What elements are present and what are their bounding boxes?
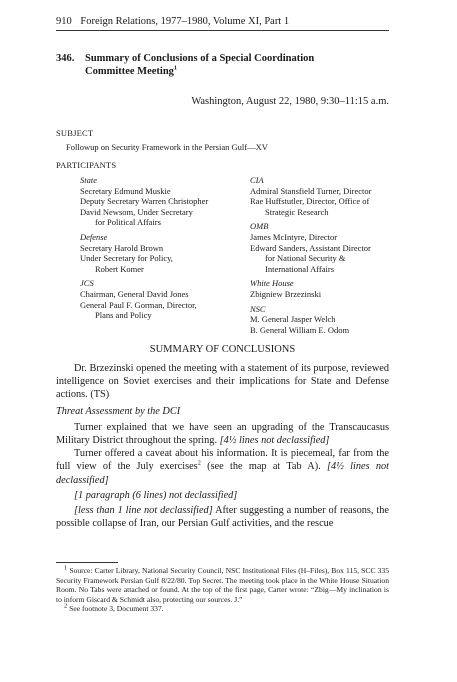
participant-group-omb (250, 221, 400, 274)
running-head (56, 16, 389, 31)
participant-group-nsc (250, 304, 400, 336)
document-number: 346. (56, 53, 75, 64)
footnotes (56, 566, 389, 614)
participant-group-cia (250, 175, 400, 217)
participants-left-column (80, 175, 250, 325)
paragraph-text: After suggesting a number of reasons, the possible collapse of Iran, our Persian Gulf activities, and the rescue (56, 505, 389, 530)
page-number: 910 (56, 16, 72, 27)
participant-group-jcs (80, 278, 250, 320)
group-label: White House (250, 278, 294, 289)
participant-name: Zbigniew Brzezinski (250, 288, 322, 299)
participant-name: Secretary Edmund Muskie (80, 185, 171, 196)
redaction-note: [less than 1 line not declassified] (74, 505, 213, 517)
participants-right-column (250, 175, 400, 339)
participants-label: PARTICIPANTS (56, 160, 117, 170)
participant-title: International Affairs (265, 263, 335, 274)
participant-name: Rae Huffstutler, Director, Office of (250, 196, 370, 207)
participant-name: General Paul F. Gorman, Director, (80, 299, 197, 310)
footnote-ref-2[interactable]: 2 (197, 460, 201, 467)
participant-group-white-house (250, 278, 400, 299)
participant-name: Admiral Stansfield Turner, Director (250, 185, 372, 196)
footnote-text: Source: Carter Library, National Security Council, NSC Institutional Files (H–Files), Box 115, SCC 335 Security Framework Persian Gulf 8/22/80. Top Secret. The meeting took place in the White House Situation Room. No Tabs were attached or found. At the top of the first page, Carter wrote: “Zbig—My inclination is to inform Giscard & Schmidt also, protecting our sources. J.” (56, 566, 389, 604)
subject-text: Followup on Security Framework in the Persian Gulf—XV (66, 142, 268, 152)
paragraph (56, 447, 389, 487)
participant-title: Robert Komer (95, 263, 144, 274)
participant-name: James McIntyre, Director (250, 231, 338, 242)
paragraph-text: (see the map at Tab A). (200, 461, 327, 473)
participant-group-state (80, 175, 250, 228)
participant-name: Under Secretary for Policy, (80, 253, 173, 264)
footnote (56, 566, 389, 604)
participant-name: Secretary Harold Brown (80, 242, 164, 253)
participant-title: Plans and Policy (95, 310, 152, 321)
footnote-text: See footnote 3, Document 337. (67, 604, 164, 614)
group-label: State (80, 175, 97, 185)
group-label: Defense (80, 231, 108, 242)
redaction-note: [1 paragraph (6 lines) not declassified] (74, 489, 238, 501)
participant-title: for Political Affairs (95, 217, 161, 228)
participant-name: Edward Sanders, Assistant Director (250, 242, 371, 253)
body-text (56, 362, 389, 530)
paragraph-text: Turner explained that we have seen an upgrading of the Transcaucasus Military District throughout the spring. (56, 421, 389, 447)
subject-label: SUBJECT (56, 128, 94, 138)
footnote-ref-1[interactable]: 1 (173, 64, 178, 72)
participant-name: David Newsom, Under Secretary (80, 206, 193, 217)
footnote (56, 604, 389, 614)
footnote-rule (56, 562, 118, 563)
participant-name: B. General William E. Odom (250, 324, 350, 335)
footnote-number: 1 (64, 564, 68, 572)
participant-group-defense (80, 232, 250, 274)
participant-name: Deputy Secretary Warren Christopher (80, 196, 209, 207)
participant-name: M. General Jasper Welch (250, 314, 336, 325)
document-heading (56, 52, 389, 78)
group-label: NSC (250, 303, 266, 314)
document-title-line1: Summary of Conclusions of a Special Coordination (85, 53, 315, 64)
group-label: OMB (250, 221, 269, 232)
participant-title: Strategic Research (265, 206, 329, 217)
group-label: CIA (250, 175, 264, 185)
participant-name: Chairman, General David Jones (80, 288, 189, 299)
paragraph (56, 504, 389, 530)
group-label: JCS (80, 278, 94, 289)
volume-title: Foreign Relations, 1977–1980, Volume XI, Part 1 (80, 16, 290, 27)
paragraph (56, 421, 389, 447)
redaction-note: [4½ lines not declassified] (219, 435, 330, 447)
section-title: SUMMARY OF CONCLUSIONS (149, 344, 296, 355)
footnote-number: 2 (64, 602, 68, 610)
participant-title: for National Security & (265, 253, 346, 264)
paragraph: Dr. Brzezinski opened the meeting with a statement of its purpose, reviewed intelligence on Soviet exercises and their implications for State and Defense actions. (TS) (56, 363, 389, 401)
dateline: Washington, August 22, 1980, 9:30–11:15 a.m. (191, 96, 389, 107)
paragraph-text: Turner offered a caveat about his information. It is piecemeal, far from the full view of the July exercises (56, 448, 389, 473)
document-title-line2: Committee Meeting (85, 66, 174, 77)
subheading: Threat Assessment by the DCI (56, 405, 181, 417)
redaction-note: [4½ lines not declassified] (56, 461, 389, 486)
